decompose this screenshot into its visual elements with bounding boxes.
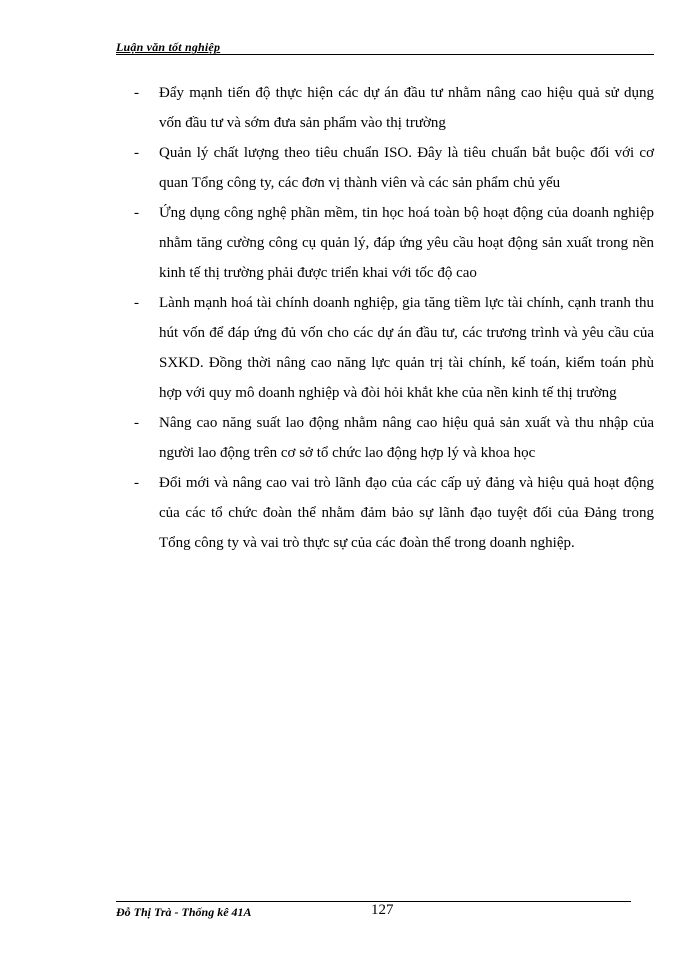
list-item bbox=[134, 138, 654, 198]
bullet-dash: - bbox=[134, 205, 139, 221]
list-item bbox=[134, 468, 654, 558]
list-item bbox=[134, 198, 654, 288]
bullet-list bbox=[134, 78, 654, 558]
list-item-text: Đẩy mạnh tiến độ thực hiện các dự án đầu tư nhằm nâng cao hiệu quả sử dụng vốn đầu tư và sớm đưa sản phẩm vào thị trường bbox=[159, 85, 654, 131]
bullet-dash: - bbox=[134, 85, 139, 101]
bullet-dash: - bbox=[134, 475, 139, 491]
header-rule bbox=[116, 54, 654, 55]
list-item bbox=[134, 288, 654, 408]
list-item-text: Nâng cao năng suất lao động nhằm nâng cao hiệu quả sản xuất và thu nhập của người lao động trên cơ sở tổ chức lao động hợp lý và khoa học bbox=[159, 415, 654, 461]
list-item bbox=[134, 408, 654, 468]
bullet-dash: - bbox=[134, 145, 139, 161]
bullet-dash: - bbox=[134, 295, 139, 311]
running-header: Luận văn tốt nghiệp bbox=[116, 40, 221, 54]
page-number: 127 bbox=[371, 902, 394, 918]
list-item-text: Đổi mới và nâng cao vai trò lãnh đạo của các cấp uỷ đảng và hiệu quả hoạt động của các tổ chức đoàn thể nhằm đảm bảo sự lãnh đạo tuyệt đối của Đảng trong Tổng công ty và vai trò thực sự của các đoàn thể trong doanh nghiệp. bbox=[159, 475, 654, 551]
list-item-text: Lành mạnh hoá tài chính doanh nghiệp, gia tăng tiềm lực tài chính, cạnh tranh thu hút vốn để đáp ứng đủ vốn cho các dự án đầu tư, các trương trình và yêu cầu của SXKD. Đồng thời nâng cao năng lực quản trị tài chính, kế toán, kiểm toán phù hợp với quy mô doanh nghiệp và đòi hỏi khắt khe của nền kinh tế thị trường bbox=[159, 295, 654, 401]
list-item-text: Ứng dụng công nghệ phần mềm, tin học hoá toàn bộ hoạt động của doanh nghiệp nhằm tăng cường công cụ quản lý, đáp ứng yêu cầu hoạt động sản xuất trong nền kinh tế thị trường phải được triển khai với tốc độ cao bbox=[159, 205, 654, 281]
list-item-text: Quản lý chất lượng theo tiêu chuẩn ISO. Đây là tiêu chuẩn bắt buộc đối với cơ quan Tổng công ty, các đơn vị thành viên và các sản phẩm chủ yếu bbox=[159, 145, 654, 191]
bullet-dash: - bbox=[134, 415, 139, 431]
footer-author: Đỗ Thị Trà - Thống kê 41A bbox=[116, 905, 252, 919]
list-item bbox=[134, 78, 654, 138]
